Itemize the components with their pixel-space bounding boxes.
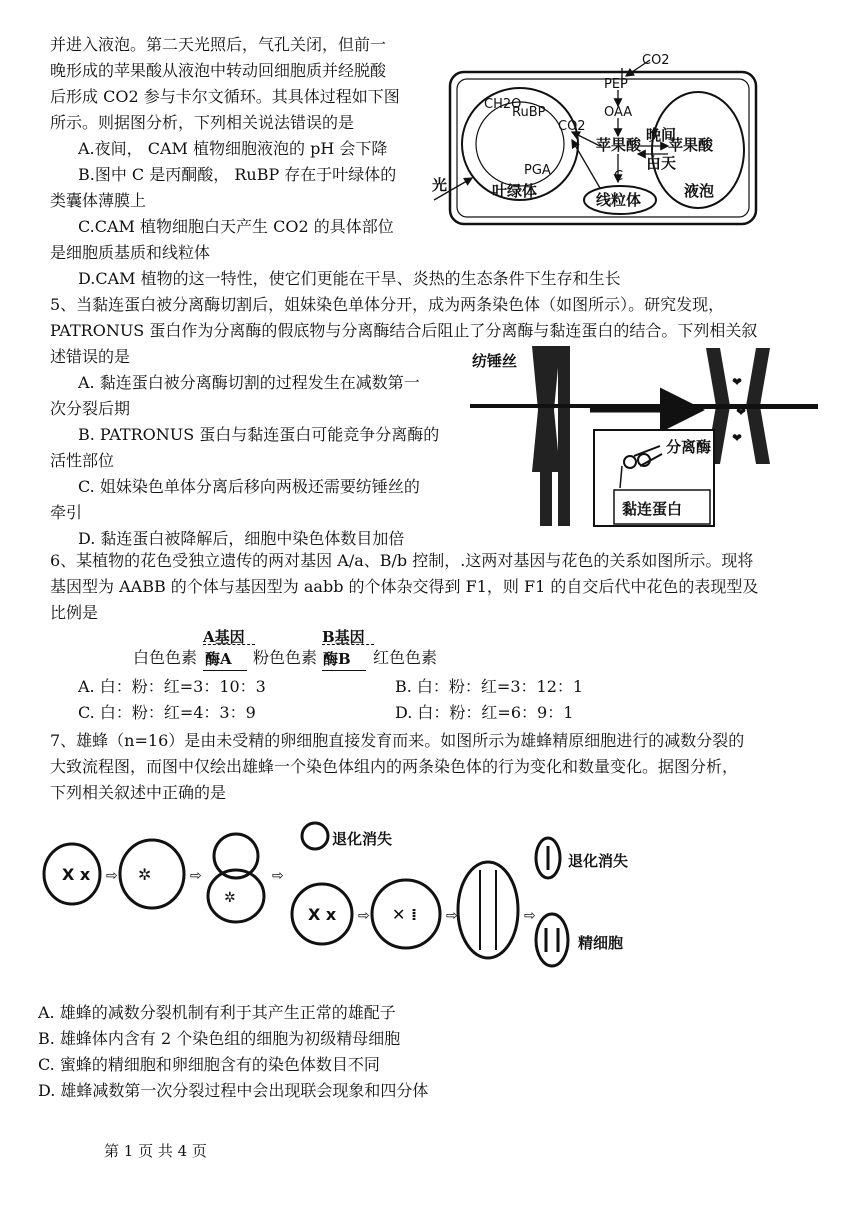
q7-line-3: 下列相关叙述中正确的是 [50,783,227,802]
process-arrow: ⇨ [272,868,284,884]
q4-option-b-line1: B.图中 C 是丙酮酸， RuBP 存在于叶绿体的 [78,165,397,184]
process-arrow: ⇨ [446,908,458,924]
fig4-chloroplast: 叶绿体 [492,182,538,200]
cam-cell-diagram [432,50,762,230]
arrow-b [322,670,366,671]
q6-option-a: A. 白：粉：红=3：10：3 [78,677,266,696]
q7-line-1: 7、雄蜂（n=16）是由未受精的卵细胞直接发育而来。如图所示为雄蜂精原细胞进行的减数分裂的 [50,731,745,750]
gene-b-label: B基因 [322,628,365,646]
q7-option-d: D. 雄蜂减数第一次分裂过程中会出现联会现象和四分体 [38,1081,429,1100]
q4-option-b-line2: 类囊体薄膜上 [50,191,147,210]
process-arrow: ⇨ [524,908,536,924]
q4-option-a: A.夜间， CAM 植物细胞液泡的 pH 会下降 [78,139,388,158]
fig4-day: 白天 [646,154,677,172]
q5-line-3: 述错误的是 [50,347,131,366]
q5-line-2: PATRONUS 蛋白作为分离酶的假底物与分离酶结合后阻止了分离酶与黏连蛋白的结合。下列相关叙 [50,321,758,340]
fig4-pga: PGA [524,163,551,178]
fig4-co2-top: CO2 [642,53,670,68]
chromosomes-4: X x [308,905,337,924]
q6-line-1: 6、某植物的花色受独立遗传的两对基因 A/a、B/b 控制，.这两对基因与花色的关系如图所示。现将 [50,551,754,570]
q5-option-c-line2: 牵引 [50,503,83,522]
sperm-cell [536,914,568,966]
gene-a-label: A基因 [203,628,245,646]
q7-option-a: A. 雄蜂的减数分裂机制有利于其产生正常的雄配子 [38,1003,396,1022]
fig4-malic-left: 苹果酸 [596,136,642,154]
q4-option-c-line2: 是细胞质基质和线粒体 [50,243,211,262]
chromosomes-2: ✲ [138,865,152,884]
cell-6 [458,862,518,958]
cohesin-fragment: ❤ [732,375,743,389]
q4-line-3: 后形成 CO2 参与卡尔文循环。其具体过程如下图 [50,87,400,106]
q5-option-a-line1: A. 黏连蛋白被分离酶切割的过程发生在减数第一 [78,373,420,392]
process-arrow: ⇨ [358,908,370,924]
chromatid-2 [558,346,570,526]
fig4-co2-mid: CO2 [558,119,586,134]
gene-a-dash [203,644,255,645]
spindle-fiber [470,404,680,408]
degenerate-cell [302,823,328,849]
q5-option-b-line2: 活性部位 [50,451,115,470]
gene-b-dash [322,644,374,645]
q7-line-2: 大致流程图，而图中仅绘出雄蜂一个染色体组内的两条染色体的行为变化和数量变化。据图分析， [50,757,739,776]
chromosomes-5: ✕ ⁞ [392,905,418,924]
enzyme-b-label: 酶B [323,650,351,668]
fig4-malic-right: 苹果酸 [668,136,714,154]
fig4-light: 光 [432,176,448,194]
fig4-night: 晚间 [646,126,677,144]
red-pigment: 红色色素 [373,648,438,667]
fig5-spindle: 纺锤丝 [472,352,518,370]
fig4-c: C [614,169,624,184]
chromosome-separation-diagram [470,342,820,532]
q5-option-d: D. 黏连蛋白被降解后，细胞中染色体数目加倍 [78,529,405,548]
q6-option-b: B. 白：粉：红=3：12：1 [395,677,584,696]
fig4-ch2o: CH2O [484,97,522,112]
q5-option-c-line1: C. 姐妹染色单体分离后移向两极还需要纺锤丝的 [78,477,420,496]
fig4-oaa: OAA [604,105,633,120]
drone-meiosis-diagram [40,812,670,987]
q7-option-b: B. 雄蜂体内含有 2 个染色组的细胞为初级精母细胞 [38,1029,401,1048]
fig5-separase: 分离酶 [666,438,712,456]
cohesin-fragment: ❤ [736,405,747,419]
white-pigment: 白色色素 [133,648,198,667]
arrow-a [203,670,247,671]
fig5-cohesin: 黏连蛋白 [622,500,683,518]
q6-line-3: 比例是 [50,603,99,622]
cohesin-fragment: ❤ [732,431,743,445]
spindle-fiber-right [690,404,818,409]
pink-pigment: 粉色色素 [253,648,318,667]
sperm-label: 精细胞 [578,934,624,952]
chromatid-1 [540,346,552,526]
process-arrow: ⇨ [190,868,202,884]
degen-label-2: 退化消失 [568,852,629,870]
q6-option-c: C. 白：粉：红=4：3：9 [78,703,256,722]
chromosomes-1: X x [62,865,91,884]
fig4-pep: PEP [604,77,628,92]
fig4-rubp: RuBP [512,105,546,120]
q6-option-d: D. 白：粉：红=6：9：1 [395,703,574,722]
cell-2 [120,840,184,908]
q7-option-c: C. 蜜蜂的精细胞和卵细胞含有的染色体数目不同 [38,1055,380,1074]
q4-option-d: D.CAM 植物的这一特性，使它们更能在干旱、炎热的生态条件下生存和生长 [78,269,621,288]
q4-line-2: 晚形成的苹果酸从液泡中转动回细胞质并经脱酸 [50,61,387,80]
enzyme-a-label: 酶A [205,650,232,668]
degen-label-1: 退化消失 [332,830,393,848]
q6-line-2: 基因型为 AABB 的个体与基因型为 aabb 的个体杂交得到 F1，则 F1 的自交后代中花色的表现型及 [50,577,759,596]
fig4-vacuole: 液泡 [684,182,715,200]
process-arrow: ⇨ [106,868,118,884]
q4-line-4: 所示。则据图分析，下列相关说法错误的是 [50,113,355,132]
q5-line-1: 5、当黏连蛋白被分离酶切割后，姐妹染色单体分开，成为两条染色体（如图所示）。研究发现， [50,295,725,314]
q4-option-c-line1: C.CAM 植物细胞白天产生 CO2 的具体部位 [78,217,394,236]
page-number: 第 1 页 共 4 页 [104,1142,207,1160]
fig4-mito: 线粒体 [596,191,642,209]
q4-line-1: 并进入液泡。第二天光照后，气孔关闭，但前一 [50,35,387,54]
q5-option-a-line2: 次分裂后期 [50,399,131,418]
chromosomes-3: ✲ [224,890,236,906]
q5-option-b-line1: B. PATRONUS 蛋白与黏连蛋白可能竞争分离酶的 [78,425,440,444]
